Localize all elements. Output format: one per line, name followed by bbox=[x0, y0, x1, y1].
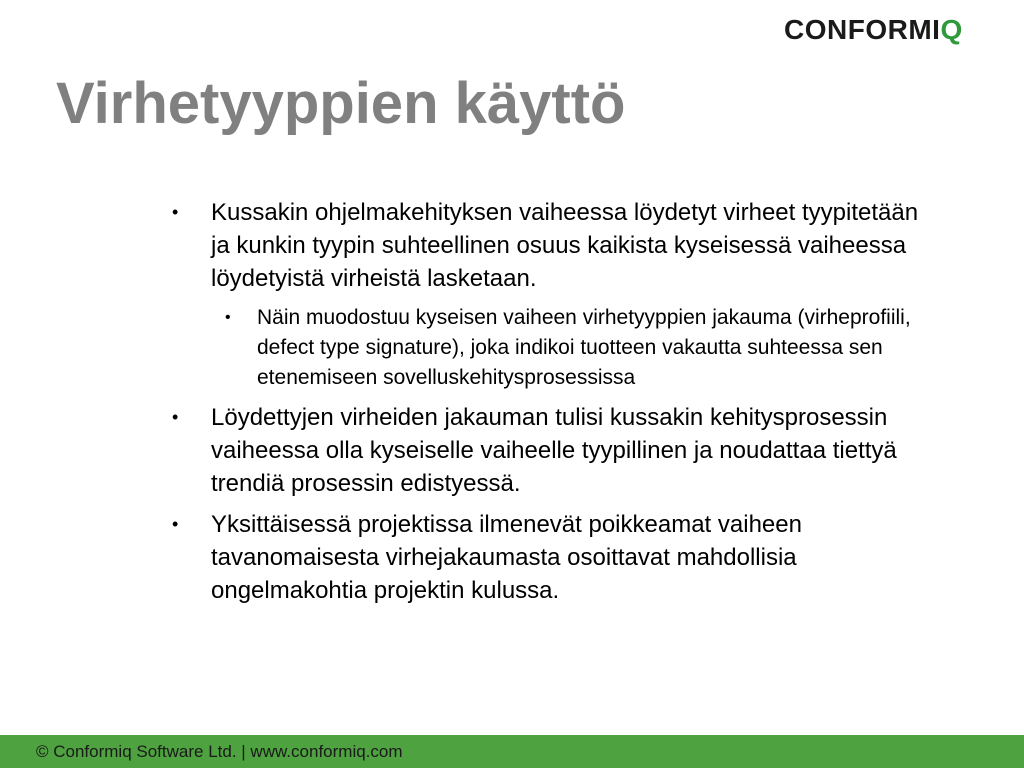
sub-bullet-list bbox=[211, 303, 930, 393]
bullet-marker: • bbox=[172, 202, 179, 222]
footer-text: © Conformiq Software Ltd. | www.conformiq.com bbox=[36, 742, 403, 761]
footer-bar bbox=[0, 735, 1024, 768]
bullet-text-2: Löydettyjen virheiden jakauman tulisi kussakin kehitysprosessin vaiheessa olla kyseiselle vaiheelle tyypillinen ja noudattaa tiettyä trendiä prosessin edistyessä. bbox=[211, 404, 897, 497]
bullet-item-3 bbox=[170, 508, 930, 607]
bullet-text-1: Kussakin ohjelmakehityksen vaiheessa löydetyt virheet tyypitetään ja kunkin tyypin suhteellinen osuus kaikista kyseisessä vaiheessa löydetyistä virheistä lasketaan. bbox=[211, 199, 919, 292]
sub-bullet-text-1: Näin muodostuu kyseisen vaiheen virhetyyppien jakauma (virheprofiili, defect type signature), joka indikoi tuotteen vakautta suhteessa sen etenemiseen sovelluskehitysprosessissa bbox=[257, 306, 911, 389]
logo-text-main: CONFORMI bbox=[784, 14, 941, 45]
bullet-list bbox=[170, 196, 930, 607]
logo-text-accent: Q bbox=[940, 14, 963, 45]
bullet-marker: • bbox=[172, 514, 179, 534]
slide-content bbox=[170, 196, 930, 615]
conformiq-logo bbox=[784, 14, 963, 46]
sub-bullet-item-1 bbox=[211, 303, 930, 393]
sub-bullet-marker: • bbox=[225, 309, 231, 326]
bullet-item-2 bbox=[170, 401, 930, 500]
bullet-item-1 bbox=[170, 196, 930, 393]
slide-title: Virhetyyppien käyttö bbox=[56, 71, 626, 136]
bullet-text-3: Yksittäisessä projektissa ilmenevät poikkeamat vaiheen tavanomaisesta virhejakaumasta osoittavat mahdollisia ongelmakohtia projektin kulussa. bbox=[211, 511, 802, 604]
bullet-marker: • bbox=[172, 407, 179, 427]
